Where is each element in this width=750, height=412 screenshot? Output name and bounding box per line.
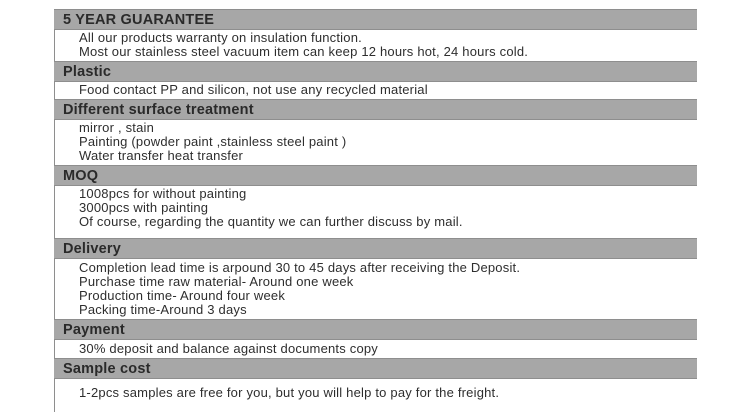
section-guarantee bbox=[54, 9, 697, 61]
section-payment bbox=[54, 319, 697, 358]
body-line: Of course, regarding the quantity we can further discuss by mail. bbox=[79, 214, 463, 229]
body-line: Food contact PP and silicon, not use any recycled material bbox=[79, 82, 428, 97]
section-moq bbox=[54, 165, 697, 238]
section-body-sample-cost bbox=[54, 379, 697, 412]
body-line: 3000pcs with painting bbox=[79, 200, 209, 215]
section-plastic bbox=[54, 61, 697, 99]
info-sheet bbox=[54, 9, 697, 412]
section-body-payment bbox=[54, 340, 697, 358]
section-header-delivery: Delivery bbox=[54, 238, 697, 259]
body-line: Packing time-Around 3 days bbox=[79, 302, 247, 317]
section-header-surface-treatment: Different surface treatment bbox=[54, 99, 697, 120]
section-body-moq bbox=[54, 186, 697, 238]
section-header-plastic: Plastic bbox=[54, 61, 697, 82]
body-line: Completion lead time is arpound 30 to 45 days after receiving the Deposit. bbox=[79, 260, 521, 275]
section-header-guarantee: 5 YEAR GUARANTEE bbox=[54, 9, 697, 30]
section-body-surface-treatment bbox=[54, 120, 697, 165]
section-header-sample-cost: Sample cost bbox=[54, 358, 697, 379]
body-line: Painting (powder paint ,stainless steel paint ) bbox=[79, 134, 347, 149]
section-delivery bbox=[54, 238, 697, 319]
body-line: 1008pcs for without painting bbox=[79, 186, 247, 201]
body-line: 1-2pcs samples are free for you, but you will help to pay for the freight. bbox=[79, 385, 500, 400]
body-line: 30% deposit and balance against documents copy bbox=[79, 341, 379, 356]
section-body-delivery bbox=[54, 259, 697, 319]
section-body-guarantee bbox=[54, 30, 697, 61]
section-body-plastic bbox=[54, 82, 697, 99]
section-header-payment: Payment bbox=[54, 319, 697, 340]
section-surface-treatment bbox=[54, 99, 697, 165]
section-header-moq: MOQ bbox=[54, 165, 697, 186]
section-sample-cost bbox=[54, 358, 697, 412]
body-line: Production time- Around four week bbox=[79, 288, 286, 303]
body-line: Purchase time raw material- Around one week bbox=[79, 274, 354, 289]
body-line: Most our stainless steel vacuum item can keep 12 hours hot, 24 hours cold. bbox=[79, 44, 529, 59]
body-line: mirror , stain bbox=[79, 120, 155, 135]
body-line: All our products warranty on insulation function. bbox=[79, 30, 362, 45]
body-line: Water transfer heat transfer bbox=[79, 148, 244, 163]
